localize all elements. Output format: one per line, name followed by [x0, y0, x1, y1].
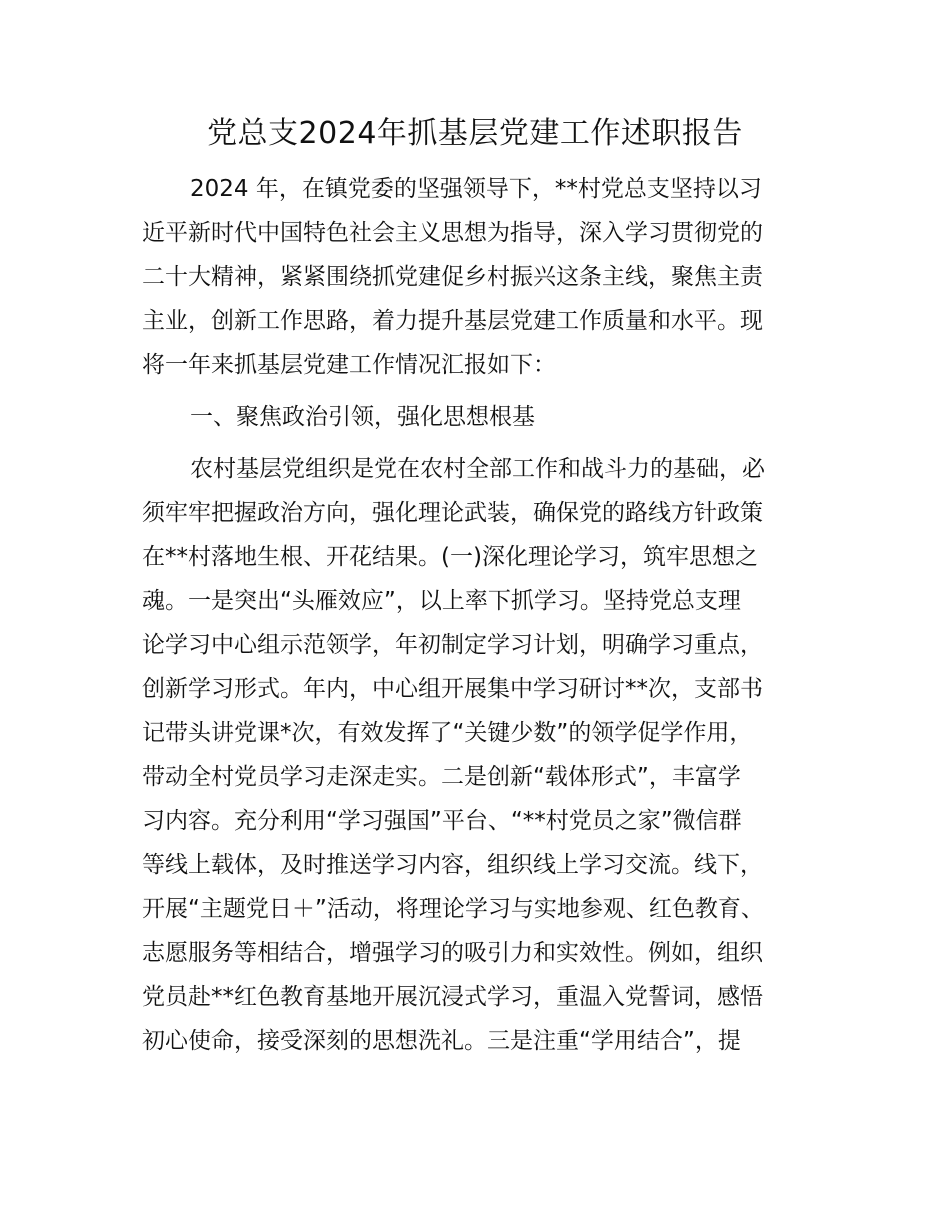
paragraph-line: 魂。一是突出“头雁效应”，以上率下抓学习。坚持党总支理: [142, 588, 741, 614]
paragraph-line: 二十大精神，紧紧围绕抓党建促乡村振兴这条主线，聚焦主责: [142, 264, 763, 290]
paragraph-line: 习内容。充分利用“学习强国”平台、“**村党员之家”微信群: [142, 808, 742, 834]
paragraph-line: 论学习中心组示范领学，年初制定学习计划，明确学习重点，: [142, 632, 763, 658]
paragraph-line: 记带头讲党课*次，有效发挥了“关键少数”的领学促学作用，: [142, 720, 753, 746]
paragraph-line: 2024 年，在镇党委的坚强领导下，**村党总支坚持以习: [190, 176, 762, 202]
document-title: 党总支2024年抓基层党建工作述职报告: [207, 116, 743, 151]
paragraph-line: 农村基层党组织是党在农村全部工作和战斗力的基础，必: [190, 456, 765, 482]
paragraph-line: 带动全村党员学习走深走实。二是创新“载体形式”，丰富学: [142, 764, 741, 790]
paragraph-line: 开展“主题党日＋”活动，将理论学习与实地参观、红色教育、: [142, 896, 764, 922]
paragraph-line: 近平新时代中国特色社会主义思想为指导，深入学习贯彻党的: [142, 220, 763, 246]
paragraph-line: 将一年来抓基层党建工作情况汇报如下：: [142, 352, 556, 378]
paragraph-line: 创新学习形式。年内，中心组开展集中学习研讨**次，支部书: [142, 676, 763, 702]
paragraph-line: 主业，创新工作思路，着力提升基层党建工作质量和水平。现: [142, 308, 763, 334]
paragraph-line: 在**村落地生根、开花结果。(一)深化理论学习，筑牢思想之: [142, 544, 758, 570]
section-heading: 一、聚焦政治引领，强化思想根基: [190, 404, 535, 430]
paragraph-line: 等线上载体，及时推送学习内容，组织线上学习交流。线下，: [142, 852, 763, 878]
paragraph-line: 须牢牢把握政治方向，强化理论武装，确保党的路线方针政策: [142, 500, 763, 526]
paragraph-line: 党员赴**红色教育基地开展沉浸式学习，重温入党誓词，感悟: [142, 984, 763, 1010]
paragraph-line: 初心使命，接受深刻的思想洗礼。三是注重“学用结合”，提: [142, 1028, 741, 1054]
paragraph-line: 志愿服务等相结合，增强学习的吸引力和实效性。例如，组织: [142, 940, 763, 966]
